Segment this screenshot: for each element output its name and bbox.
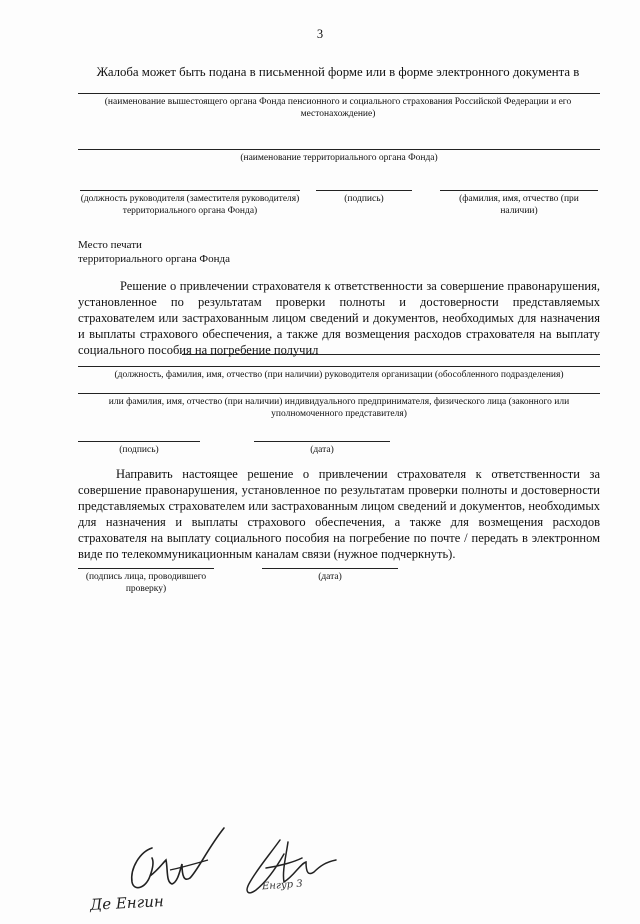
inspector-signature-line bbox=[78, 568, 214, 569]
inspector-signature-caption: (подпись лица, проводившего проверку) bbox=[85, 572, 207, 594]
receiver-line bbox=[78, 366, 600, 367]
territorial-body-caption: (наименование территориального органа Фонда) bbox=[240, 153, 438, 163]
territorial-body-line bbox=[78, 149, 600, 150]
receiver-date-line bbox=[254, 441, 390, 442]
handwritten-note-bottom: Де Енгин bbox=[89, 892, 165, 914]
send-paragraph: Направить настоящее решение о привлечении страхователя к ответственности за совершение правонарушения, установленное по результатам проверки полноты и достоверности представляемых страхователем или застрахованным лицом сведений и документов, необходимых для назначения и выплаты страхового обеспечения, а также для возмещения расходов страхователя на выплату социального пособия на погребение по почте / передать в электронном виде по телекоммуникационным каналам связи (нужное подчеркнуть). bbox=[78, 467, 600, 561]
inspector-date-caption: (дата) bbox=[318, 572, 342, 582]
head-signature-line bbox=[316, 190, 412, 191]
head-name-line bbox=[440, 190, 598, 191]
entrepreneur-line bbox=[78, 393, 600, 394]
handwritten-note-right: Енгур 3 bbox=[261, 878, 304, 893]
seal-place bbox=[78, 238, 230, 266]
higher-body-line bbox=[78, 93, 600, 94]
complaint-line: Жалоба может быть подана в письменной форме или в форме электронного документа в bbox=[96, 65, 580, 79]
entrepreneur-caption: или фамилия, имя, отчество (при наличии) индивидуального предпринимателя, физического лица (законного или уполномоченного представителя) bbox=[108, 397, 570, 419]
receiver-signature-line bbox=[78, 441, 200, 442]
page-number: 3 bbox=[316, 27, 324, 41]
received-by-line-inline bbox=[182, 354, 600, 355]
receiver-signature-caption: (подпись) bbox=[119, 445, 159, 455]
head-signature-caption: (подпись) bbox=[344, 194, 384, 204]
receiver-caption: (должность, фамилия, имя, отчество (при наличии) руководителя организации (обособленного подразделения) bbox=[114, 370, 564, 380]
decision-paragraph: Решение о привлечении страхователя к ответственности за совершение правонарушения, установленное по результатам проверки полноты и достоверности представляемых страхователем или застрахованным лицом сведений и документов, необходимых для назначения и выплаты страхового обеспечения, а также для возмещения расходов страхователя на выплату социального пособия на погребение получил bbox=[78, 279, 600, 357]
receiver-date-caption: (дата) bbox=[310, 445, 334, 455]
head-name-caption: (фамилия, имя, отчество (при наличии) bbox=[459, 194, 579, 216]
higher-body-caption: (наименование вышестоящего органа Фонда пенсионного и социального страхования Российской Федерации и его местонахождение) bbox=[104, 97, 572, 119]
head-position-caption: (должность руководителя (заместителя руководителя) территориального органа Фонда) bbox=[80, 194, 300, 216]
inspector-date-line bbox=[262, 568, 398, 569]
handwritten-signature-left bbox=[110, 824, 240, 898]
head-position-line bbox=[80, 190, 300, 191]
seal-place-line-1: Место печати bbox=[78, 239, 142, 251]
seal-place-line-2: территориального органа Фонда bbox=[78, 253, 230, 265]
